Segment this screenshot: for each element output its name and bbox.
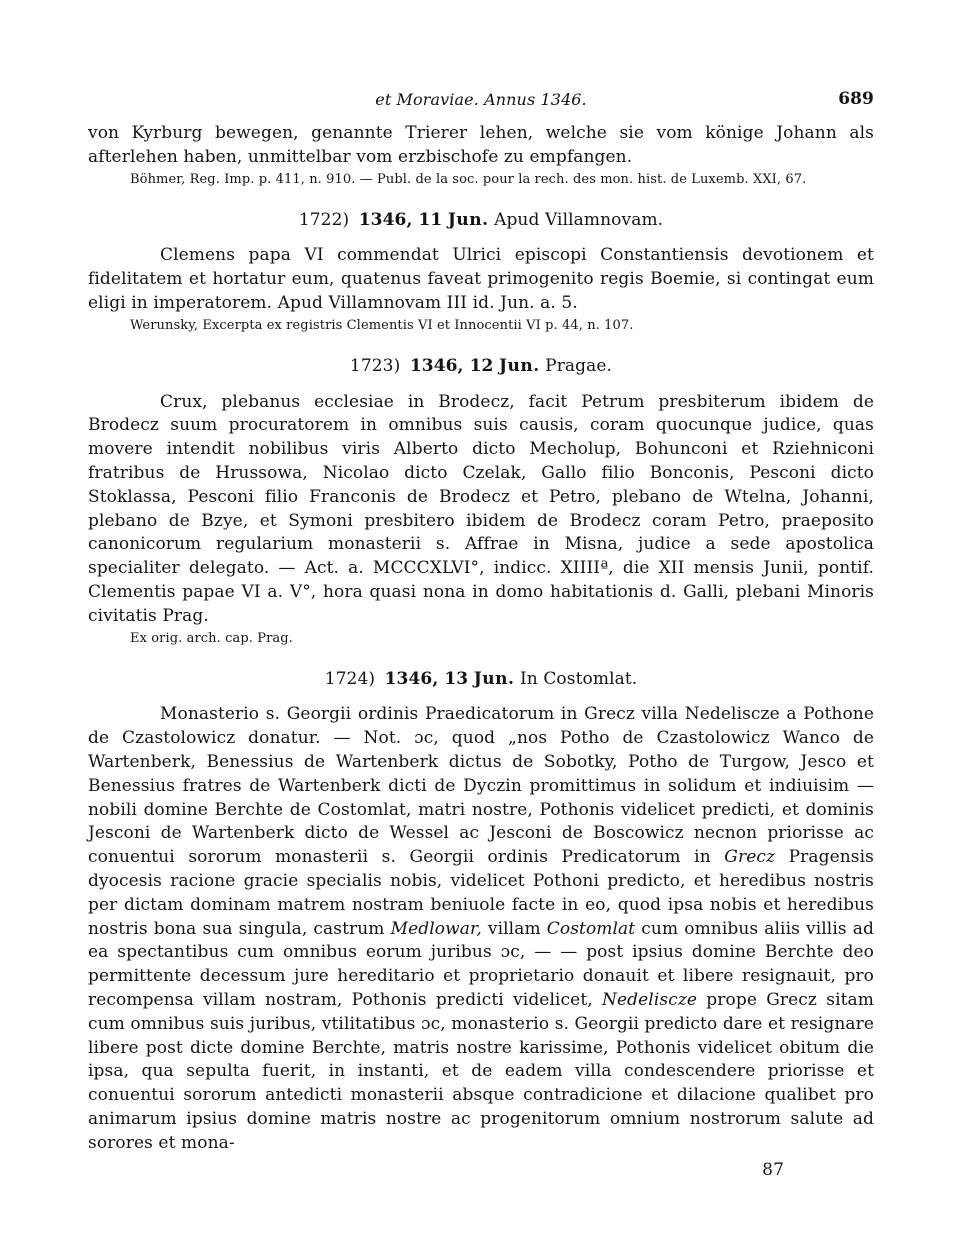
entry-text: [88, 703, 874, 1155]
italic-place-name: Nedeliscze: [602, 989, 698, 1010]
entry-date: 1346, 11: [358, 209, 443, 230]
document-page: [88, 88, 874, 1183]
page-number: 689: [838, 89, 874, 109]
text-segment: cum omnibus aliis villis ad ea spectantibus cum omnibus eorum juribus ɔc, — — post ipsius domine Berchte deo permittente decessum jure hereditario et proprietario donauit et libere resignauit, pro recompensa villam nostram, Pothonis predicti videlicet,: [88, 918, 874, 1010]
carryover-paragraph: von Kyrburg bewegen, genannte Trierer lehen, welche sie vom könige Johann als afterlehen haben, unmittelbar vom erzbischofe zu empfangen.: [88, 123, 874, 167]
signature-mark: 87: [762, 1160, 784, 1181]
page-header: [88, 88, 874, 122]
italic-place-name: Medlowar,: [390, 918, 482, 939]
entry-date: 1346, 13: [384, 668, 469, 689]
entry-month: Jun.: [473, 668, 515, 689]
entry-heading: [88, 209, 874, 233]
entry-place: Pragae.: [545, 355, 613, 376]
entry-number: 1724): [324, 668, 376, 689]
entry-number: 1723): [349, 355, 401, 376]
entry-heading: [88, 668, 874, 692]
text-segment: villam: [487, 918, 541, 939]
source-citation: Ex orig. arch. cap. Prag.: [130, 630, 293, 646]
running-title: et Moraviae. Annus 1346.: [375, 90, 587, 109]
entry-place: Apud Villamnovam.: [494, 209, 664, 230]
entry-text: Crux, plebanus ecclesiae in Brodecz, facit Petrum presbiterum ibidem de Brodecz suum procuratorem in omnibus suis causis, coram quocunque judice, quas movere intendit nobilibus viris Alberto dicto Mecholup, Bohunconi et Rziehniconi fratribus de Hrussowa, Nicolao dicto Czelak, Gallo filio Bonconis, Pesconi dicto Stoklassa, Pesconi filio Franconis de Brodecz et Petro, plebano de Wtelna, Johanni, plebano de Bzye, et Symoni presbitero ibidem de Brodecz coram Petro, praeposito canonicorum regularium monasterii s. Affrae in Misna, judice a sede apostolica specialiter delegato. — Act. a. MCCCXLVI°, indicc. XIIIIª, die XII mensis Junii, pontif. Clementis papae VI a. V°, hora quasi nona in domo habitationis d. Galli, plebani Minoris civitatis Prag.: [88, 391, 874, 626]
entry-month: Jun.: [447, 209, 489, 230]
entry-heading: [88, 355, 874, 379]
entry-text: Clemens papa VI commendat Ulrici episcopi Constantiensis devotionem et fidelitatem et hortatur eum, quatenus faveat primogenito regis Boemie, si contingat eum eligi in imperatorem. Apud Villamnovam III id. Jun. a. 5.: [88, 245, 874, 313]
italic-place-name: Grecz: [724, 847, 776, 868]
entry-month: Jun.: [498, 355, 540, 376]
text-segment: prope Grecz sitam cum omnibus suis juribus, vtilitatibus ɔc, monasterio s. Georgii predicto dare et resignare libere post dicte domine Berchte, matris nostre karissime, Pothonis videlicet obitum die ipsa, qua sepulta fuerit, in instanti, et de eadem villa condescendere priorisse et conuentui sororum antedicti monasterii absque contradicione et dilacione qualibet pro animarum ipsius domine matris nostre ac progenitorum omnium nostrorum salute ad sorores et mona-: [88, 989, 874, 1153]
source-citation: Werunsky, Excerpta ex registris Clementis VI et Innocentii VI p. 44, n. 107.: [130, 317, 634, 333]
text-segment: Monasterio s. Georgii ordinis Praedicatorum in Grecz villa Nedeliscze a Pothone de Czastolowicz donatur. — Not. ɔc, quod „nos Potho de Czastolowicz Wanco de Wartenberk, Benessius de Wartenberk dictus de Sobotky, Potho de Turgow, Jesco et Benessius fratres de Wartenberk dicti de Dyczin promittimus in solidum et indiuisim — nobili domine Berchte de Costomlat, matri nostre, Pothonis videlicet predicti, et dominis Jesconi de Wartenberk dicto de Wessel ac Jesconi de Boscowicz necnon priorisse ac conuentui sororum monasterii s. Georgii ordinis Predicatorum in: [88, 704, 874, 868]
italic-place-name: Costomlat: [546, 918, 636, 939]
entry-number: 1722): [298, 209, 350, 230]
entry-place: In Costomlat.: [519, 668, 638, 689]
source-citation: Böhmer, Reg. Imp. p. 411, n. 910. — Publ. de la soc. pour la rech. des mon. hist. de Luxemb. XXI, 67.: [130, 171, 807, 187]
text-segment: Pragensis dyocesis racione gracie specialis nobis, videlicet Pothoni predicto, et heredibus nostris per dictam dominam matrem nostram beniuole facte in eo, quod ipsa nobis et heredibus nostris bona sua singula, castrum: [88, 847, 874, 939]
entry-date: 1346, 12: [409, 355, 494, 376]
